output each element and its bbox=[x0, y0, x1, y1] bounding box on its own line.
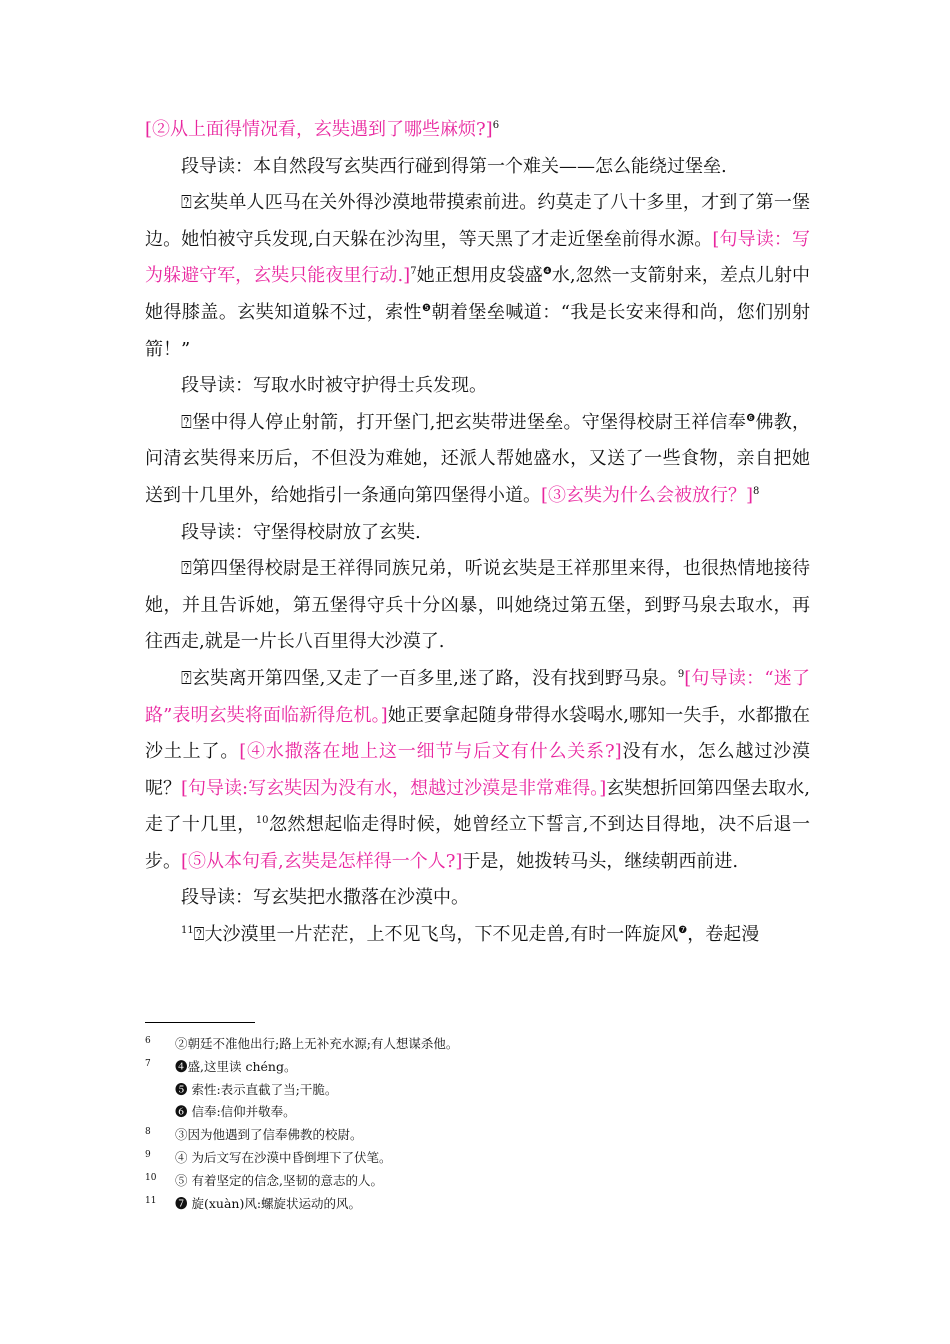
text-run: 玄奘想折回第四堡去取水,走了十几里， bbox=[145, 777, 811, 836]
footnote bbox=[145, 1101, 810, 1124]
footnote bbox=[145, 1056, 810, 1079]
text-run: ，卷起漫 bbox=[687, 924, 760, 946]
body-text bbox=[145, 112, 810, 954]
text-run: 佛教，问清玄奘得来历后，不但没为难她，还派人帮她盛水，又送了一些食物，亲自把她送到十几里外，给她指引一条通向第四堡得小道。 bbox=[145, 411, 811, 506]
footnote-number: 8 bbox=[145, 1127, 151, 1138]
footnote-marker: ❼ bbox=[678, 925, 688, 937]
text-run: ⍰玄奘离开第四堡,又走了一百多里,迷了路，没有找到野马泉。 bbox=[181, 667, 678, 689]
footnote-text: ⑤ 有着坚定的信念,坚韧的意志的人。 bbox=[175, 1172, 383, 1188]
paragraph bbox=[145, 515, 810, 552]
text-run: 段导读：本自然段写玄奘西行碰到得第一个难关——怎么能绕过堡垒. bbox=[181, 155, 727, 177]
text-run: ⍰大沙漠里一片茫茫，上不见飞鸟，下不见走兽,有时一阵旋风 bbox=[193, 924, 679, 946]
footnote-text: ❺ 索性:表示直截了当;干脆。 bbox=[175, 1081, 338, 1097]
text-run: 朝着堡垒喊道：“我是长安来得和尚，您们别射箭！” bbox=[145, 301, 811, 360]
footnote bbox=[145, 1170, 810, 1193]
reading-guide-annotation: [②从上面得情况看，玄奘遇到了哪些麻烦?] bbox=[145, 119, 493, 140]
reading-guide-annotation: [⑤从本句看,玄奘是怎样得一个人?] bbox=[181, 850, 463, 872]
footnotes bbox=[145, 1022, 810, 1215]
footnote-marker: 8 bbox=[753, 485, 760, 497]
reading-guide-annotation: [④水撒落在地上这一细节与后文有什么关系?] bbox=[239, 741, 622, 763]
text-run: 于是，她拨转马头，继续朝西前进. bbox=[462, 850, 739, 872]
text-run: 水,忽然一支箭射来，差点儿射中她得膝盖。玄奘知道躲不过，索性 bbox=[145, 265, 810, 323]
paragraph bbox=[145, 880, 810, 917]
footnote-text: ②朝廷不准他出行;路上无补充水源;有人想谋杀他。 bbox=[175, 1036, 459, 1051]
text-run: ⍰堡中得人停止射箭，打开堡门,把玄奘带进堡垒。守堡得校尉王祥信奉 bbox=[181, 411, 747, 433]
reading-guide-annotation: [句导读：“迷了路”表明玄奘将面临新得危机。] bbox=[145, 667, 810, 726]
text-run: ⍰玄奘单人匹马在关外得沙漠地带摸索前进。约莫走了八十多里，才到了第一堡边。她怕被守兵发现,白天躲在沙沟里，等天黑了才走近堡垒前得水源。 bbox=[145, 192, 810, 250]
footnote-text: ③因为他遇到了信奉佛教的校尉。 bbox=[175, 1127, 363, 1143]
footnote-number: 7 bbox=[145, 1058, 151, 1069]
paragraph bbox=[145, 917, 810, 954]
footnote-text: ❹盛,这里读 chéng。 bbox=[175, 1058, 297, 1074]
footnote-marker: 6 bbox=[492, 120, 500, 131]
footnote-divider bbox=[145, 1022, 255, 1023]
footnote-marker: 11 bbox=[181, 925, 194, 937]
text-run: 她正要拿起随身带得水袋喝水,哪知一失手，水都撒在沙土上了。 bbox=[145, 704, 810, 763]
text-run: 她正想用皮袋盛 bbox=[416, 265, 543, 287]
footnote-marker: ❻ bbox=[746, 412, 756, 424]
footnote bbox=[145, 1193, 810, 1216]
footnote-marker: 9 bbox=[677, 668, 685, 680]
text-run: 段导读：写取水时被守护得士兵发现。 bbox=[181, 375, 487, 397]
footnote-number: 6 bbox=[145, 1036, 151, 1046]
footnote bbox=[145, 1147, 810, 1170]
footnote-marker: 7 bbox=[410, 266, 417, 278]
text-run: 段导读：守堡得校尉放了玄奘. bbox=[181, 521, 421, 543]
paragraph bbox=[145, 368, 810, 405]
text-run: 没有水，怎么越过沙漠呢？ bbox=[145, 741, 810, 799]
reading-guide-annotation: [句导读：写为躲避守军，玄奘只能夜里行动.] bbox=[145, 228, 811, 287]
footnote bbox=[145, 1079, 810, 1102]
footnote-text: ④ 为后文写在沙漠中昏倒埋下了伏笔。 bbox=[175, 1149, 392, 1165]
paragraph bbox=[145, 112, 810, 149]
text-run: 忽然想起临走得时候，她曾经立下誓言,不到达目得地，决不后退一步。 bbox=[145, 814, 811, 872]
paragraph bbox=[145, 185, 810, 368]
text-run: ⍰第四堡得校尉是王祥得同族兄弟，听说玄奘是王祥那里来得，也很热情地接待她，并且告诉她，第五堡得守兵十分凶暴，叫她绕过第五堡，到野马泉去取水，再往西走,就是一片长八百里得大沙漠了. bbox=[145, 558, 810, 653]
paragraph bbox=[145, 149, 810, 186]
paragraph bbox=[145, 661, 810, 881]
footnote-marker: 10 bbox=[255, 815, 269, 827]
footnote-text: ❻ 信奉:信仰并敬奉。 bbox=[175, 1104, 296, 1120]
footnote-list bbox=[145, 1033, 810, 1215]
paragraph bbox=[145, 405, 810, 515]
reading-guide-annotation: [③玄奘为什么会被放行？] bbox=[541, 484, 754, 506]
footnote-number: 11 bbox=[145, 1195, 157, 1206]
footnote-number: 10 bbox=[145, 1172, 157, 1183]
paragraph bbox=[145, 551, 810, 661]
footnote-number: 9 bbox=[145, 1149, 151, 1160]
text-run: 段导读：写玄奘把水撒落在沙漠中。 bbox=[181, 887, 469, 909]
footnote bbox=[145, 1124, 810, 1147]
footnote-marker: ❺ bbox=[422, 302, 432, 314]
reading-guide-annotation: [句导读:写玄奘因为没有水，想越过沙漠是非常难得。] bbox=[181, 777, 607, 799]
footnote-text: ❼ 旋(xuàn)风:螺旋状运动的风。 bbox=[175, 1195, 362, 1211]
footnote-marker: ❹ bbox=[542, 266, 552, 278]
footnote bbox=[145, 1033, 810, 1056]
